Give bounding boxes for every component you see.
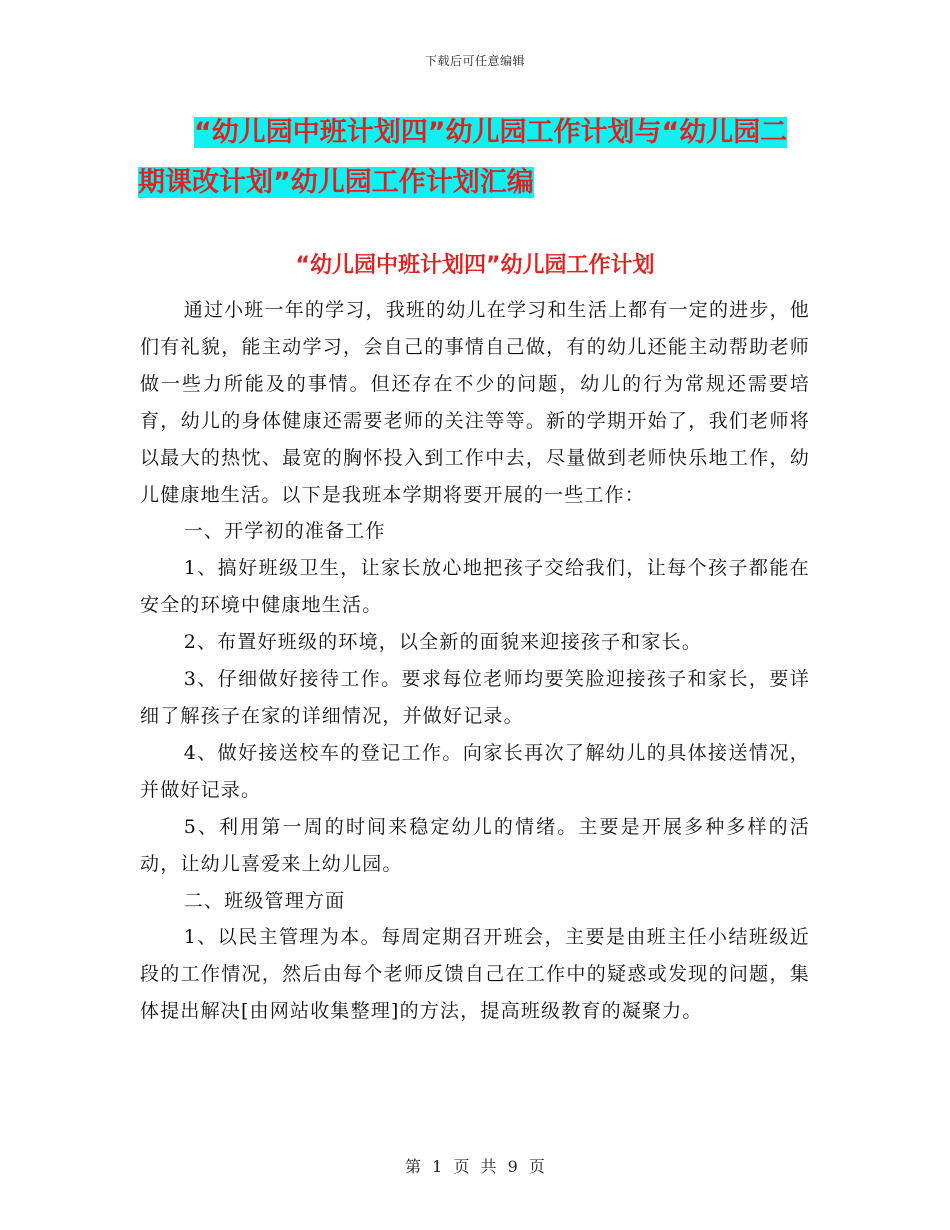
header-note: 下载后可任意编辑	[424, 54, 525, 68]
title-highlight-2: 期课改计划”幼儿园工作计划汇编	[138, 167, 534, 198]
paragraph-item: 1、以民主管理为本。每周定期召开班会，主要是由班主任小结班级近段的工作情况，然后由每个老师反馈自己在工作中的疑惑或发现的问题，集体提出解决[由网站收集整理]的方法，提高班级教育的凝聚力。	[140, 926, 810, 1023]
paragraph-item: 1、搞好班级卫生，让家长放心地把孩子交给我们，让每个孩子都能在安全的环境中健康地生活。	[140, 557, 810, 617]
page-number-footer: 第 1 页 共 9 页	[405, 1157, 545, 1176]
body-text	[140, 292, 810, 1030]
document-title	[138, 108, 818, 208]
paragraph-intro: 通过小班一年的学习，我班的幼儿在学习和生活上都有一定的进步，他们有礼貌，能主动学习，会自己的事情自己做，有的幼儿还能主动帮助老师做一些力所能及的事情。但还存在不少的问题，幼儿的行为常规还需要培育，幼儿的身体健康还需要老师的关注等等。新的学期开始了，我们老师将以最大的热忱、最宽的胸怀投入到工作中去，尽量做到老师快乐地工作，幼儿健康地生活。以下是我班本学期将要开展的一些工作：	[140, 299, 810, 506]
document-title-line-2	[138, 158, 818, 208]
title-highlight-1: “幼儿园中班计划四”幼儿园工作计划与“幼儿园二	[194, 117, 788, 148]
document-title-line-1	[138, 108, 818, 158]
paragraph-item: 4、做好接送校车的登记工作。向家长再次了解幼儿的具体接送情况，并做好记录。	[140, 741, 810, 801]
paragraph-item: 2、布置好班级的环境，以全新的面貌来迎接孩子和家长。	[183, 631, 702, 654]
section-title: “幼儿园中班计划四”幼儿园工作计划	[295, 253, 655, 278]
paragraph-item: 3、仔细做好接待工作。要求每位老师均要笑脸迎接孩子和家长，要详细了解孩子在家的详细情况，并做好记录。	[140, 668, 810, 727]
paragraph-item: 5、利用第一周的时间来稳定幼儿的情绪。主要是开展多种多样的活动，让幼儿喜爱来上幼儿园。	[140, 815, 810, 875]
heading-preparation: 一、开学初的准备工作	[183, 520, 386, 543]
heading-class-management: 二、班级管理方面	[183, 889, 346, 912]
